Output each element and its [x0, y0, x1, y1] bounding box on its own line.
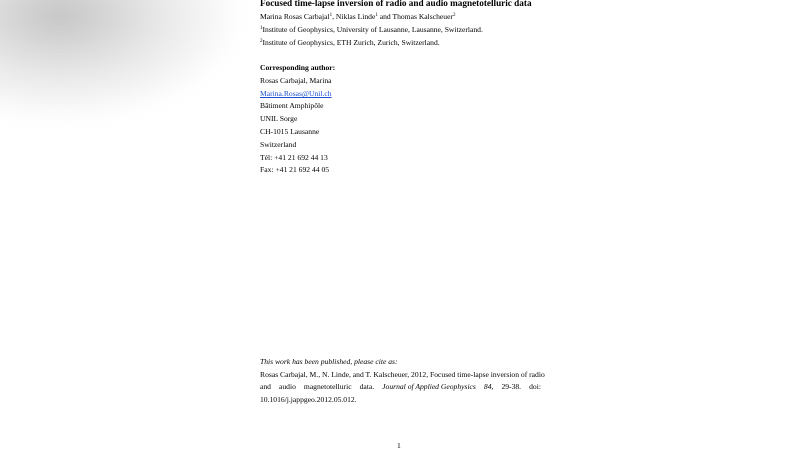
- citation-word: and: [260, 382, 271, 391]
- affiliation-number: 1: [260, 26, 263, 31]
- doi-value: 10.1016/j.jappgeo.2012.05.012.: [260, 395, 357, 404]
- address-line: Switzerland: [260, 140, 297, 149]
- author-separator: and: [377, 12, 393, 21]
- journal-pages: 29-38.: [501, 382, 522, 391]
- affiliation-number: 2: [260, 39, 263, 44]
- email-link[interactable]: Marina.Rosas@Unil.ch: [260, 89, 332, 98]
- affiliation-text: Institute of Geophysics, ETH Zurich, Zurich, Switzerland.: [262, 38, 440, 47]
- citation-line-1: Rosas Carbajal, M., N. Linde, and T. Kalscheuer, 2012, Focused time-lapse inversion of radio: [260, 370, 545, 379]
- author-separator: ,: [332, 12, 336, 21]
- citation-word: audio: [279, 382, 296, 391]
- citation-word: data.: [359, 382, 375, 391]
- citation-note: This work has been published, please cite as:: [260, 357, 398, 366]
- corresponding-heading: Corresponding author:: [260, 63, 336, 72]
- journal-name: Journal of Applied Geophysics: [382, 382, 476, 391]
- author-line: [260, 11, 455, 24]
- affiliation-2: [260, 37, 440, 50]
- citation-word: magnetotelluric: [303, 382, 352, 391]
- author-name: Marina Rosas Carbajal: [260, 12, 330, 21]
- affiliation-text: Institute of Geophysics, University of Lausanne, Lausanne, Switzerland.: [262, 25, 483, 34]
- journal-volume: 84: [483, 382, 492, 391]
- address-line: CH-1015 Lausanne: [260, 127, 320, 136]
- author-name: Thomas Kalscheuer: [392, 12, 453, 21]
- author-affiliation-mark: 1: [329, 13, 333, 18]
- author-name: Niklas Linde: [335, 12, 376, 21]
- telephone: Tél: +41 21 692 44 13: [260, 153, 328, 162]
- citation-line-2: and audio magnetotelluric data. Journal of Applied Geophysics 84, 29-38. doi:: [260, 381, 541, 394]
- paper-title: Focused time-lapse inversion of radio and audio magnetotelluric data: [260, 0, 532, 8]
- affiliation-1: [260, 24, 483, 37]
- doi-label: doi:: [529, 382, 541, 391]
- author-affiliation-mark: 1: [375, 13, 378, 18]
- blurred-shadow-decoration: [0, 0, 240, 120]
- corresponding-name: Rosas Carbajal, Marina: [260, 76, 332, 85]
- fax: Fax: +41 21 692 44 05: [260, 165, 330, 174]
- address-line: Bâtiment Amphipôle: [260, 101, 324, 110]
- page-number: 1: [397, 441, 401, 450]
- address-line: UNIL Sorge: [260, 114, 298, 123]
- author-affiliation-mark: 2: [452, 13, 456, 18]
